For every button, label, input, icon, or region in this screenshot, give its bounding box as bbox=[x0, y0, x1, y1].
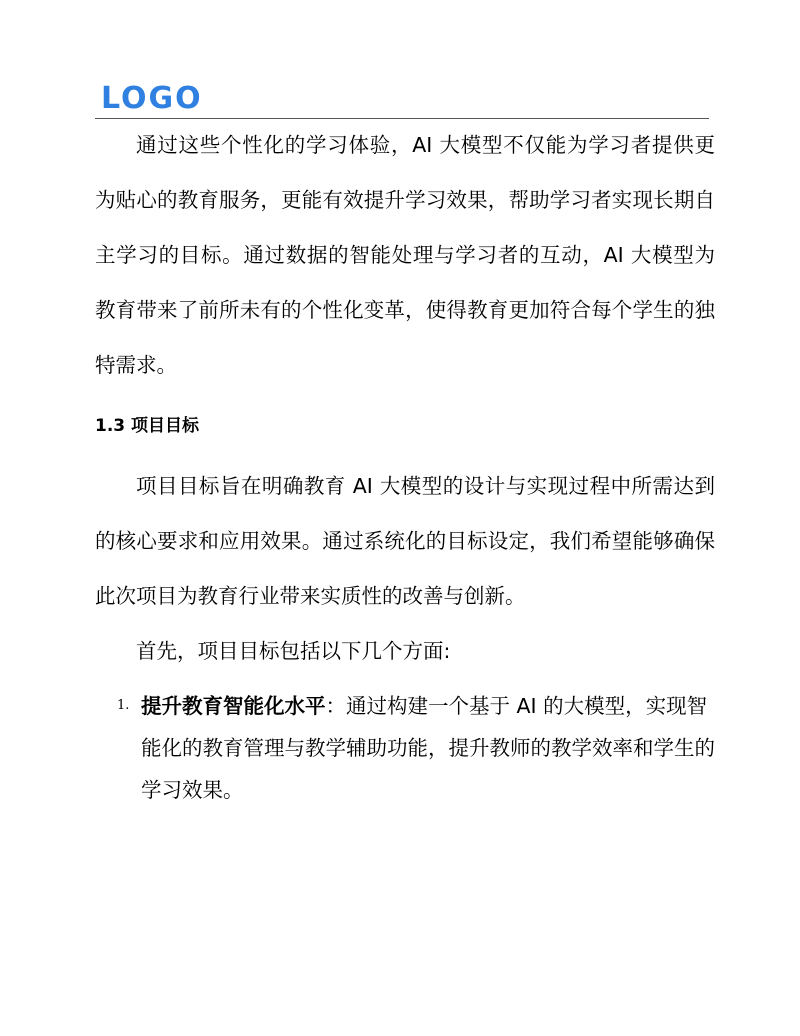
page-header bbox=[95, 80, 709, 119]
paragraph-intro: 通过这些个性化的学习体验，AI 大模型不仅能为学习者提供更为贴心的教育服务，更能有效提升学习效果，帮助学习者实现长期自主学习的目标。通过数据的智能处理与学习者的互动，AI 大模型为教育带来了前所未有的个性化变革，使得教育更加符合每个学生的独特需求。 bbox=[95, 133, 715, 377]
list-item-number: 1. bbox=[117, 698, 130, 713]
list-item-text: ：通过构建一个基于 AI 的大模型，实现智能化的教育管理与教学辅助功能，提升教师的教学效率和学生的学习效果。 bbox=[141, 694, 715, 802]
list-item bbox=[95, 685, 715, 811]
paragraph-first: 首先，项目目标包括以下几个方面: bbox=[136, 639, 451, 663]
document-body bbox=[95, 118, 715, 811]
section-heading: 1.3 项目目标 bbox=[95, 416, 200, 436]
paragraph-goals: 项目目标旨在明确教育 AI 大模型的设计与实现过程中所需达到的核心要求和应用效果。通过系统化的目标设定，我们希望能够确保此次项目为教育行业带来实质性的改善与创新。 bbox=[95, 474, 715, 608]
list-item-title: 提升教育智能化水平 bbox=[141, 694, 326, 718]
logo: LOGO bbox=[101, 81, 203, 116]
